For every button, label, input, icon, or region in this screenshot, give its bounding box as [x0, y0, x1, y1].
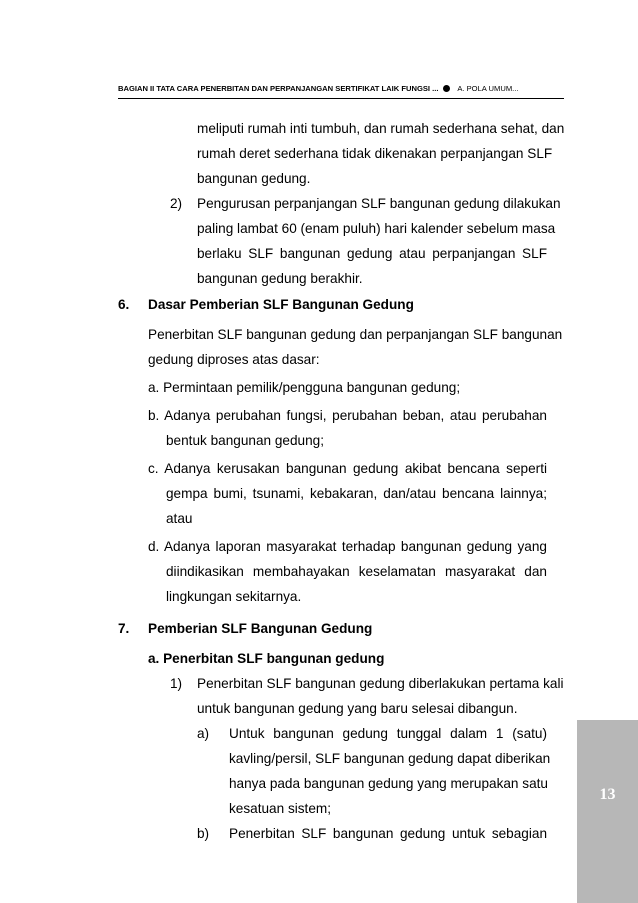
bullet-dot-icon: [443, 85, 450, 92]
subsection-heading: a. Penerbitan SLF bangunan gedung: [148, 651, 385, 666]
list-item: a. Permintaan pemilik/pengguna bangunan gedung;: [148, 380, 461, 395]
list-marker: b): [197, 826, 210, 841]
list-item: b. Adanya perubahan fungsi, perubahan beban, atau perubahan: [148, 408, 547, 423]
text-line: bentuk bangunan gedung;: [166, 433, 324, 448]
text-line: Penerbitan SLF bangunan gedung untuk sebagian: [229, 826, 547, 841]
text-line: Penerbitan SLF bangunan gedung dan perpanjangan SLF bangunan: [148, 327, 563, 342]
text-line: rumah deret sederhana tidak dikenakan perpanjangan SLF: [197, 146, 553, 161]
page-number: 13: [599, 786, 616, 803]
text-line: kavling/persil, SLF bangunan gedung dapat diberikan: [229, 751, 551, 766]
text-line: Pengurusan perpanjangan SLF bangunan gedung dilakukan: [197, 196, 561, 211]
header-section-title: A. POLA UMUM...: [457, 84, 519, 93]
section-heading: Dasar Pemberian SLF Bangunan Gedung: [148, 297, 414, 312]
text-line: gempa bumi, tsunami, kebakaran, dan/atau bencana lainnya;: [166, 486, 547, 501]
text-line: lingkungan sekitarnya.: [166, 589, 302, 604]
page-number-tab: [577, 720, 638, 903]
text-line: hanya pada bangunan gedung yang merupakan satu: [229, 776, 548, 791]
section-number: 6.: [118, 297, 130, 312]
list-item: d. Adanya laporan masyarakat terhadap bangunan gedung yang: [148, 539, 547, 554]
text-line: bangunan gedung.: [197, 171, 311, 186]
text-line: meliputi rumah inti tumbuh, dan rumah sederhana sehat, dan: [197, 121, 565, 136]
text-line: Untuk bangunan gedung tunggal dalam 1 (satu): [229, 726, 547, 741]
list-item: c. Adanya kerusakan bangunan gedung akibat bencana seperti: [148, 461, 547, 476]
text-line: atau: [166, 511, 193, 526]
text-line: Penerbitan SLF bangunan gedung diberlakukan pertama kali: [197, 676, 564, 691]
list-marker: 2): [170, 196, 183, 211]
text-line: bangunan gedung berakhir.: [197, 271, 363, 286]
text-line: diindikasikan membahayakan keselamatan masyarakat dan: [166, 564, 547, 579]
text-line: untuk bangunan gedung yang baru selesai dibangun.: [197, 701, 518, 716]
text-line: paling lambat 60 (enam puluh) hari kalender sebelum masa: [197, 221, 556, 236]
text-line: kesatuan sistem;: [229, 801, 331, 816]
text-line: berlaku SLF bangunan gedung atau perpanjangan SLF: [197, 246, 547, 261]
section-number: 7.: [118, 621, 130, 636]
header-chapter-title: BAGIAN II TATA CARA PENERBITAN DAN PERPANJANGAN SERTIFIKAT LAIK FUNGSI ...: [118, 84, 439, 93]
list-marker: 1): [170, 676, 183, 691]
section-heading: Pemberian SLF Bangunan Gedung: [148, 621, 373, 636]
list-marker: a): [197, 726, 210, 741]
header-rule: [118, 98, 564, 99]
text-line: gedung diproses atas dasar:: [148, 352, 320, 367]
running-header: [118, 84, 546, 93]
